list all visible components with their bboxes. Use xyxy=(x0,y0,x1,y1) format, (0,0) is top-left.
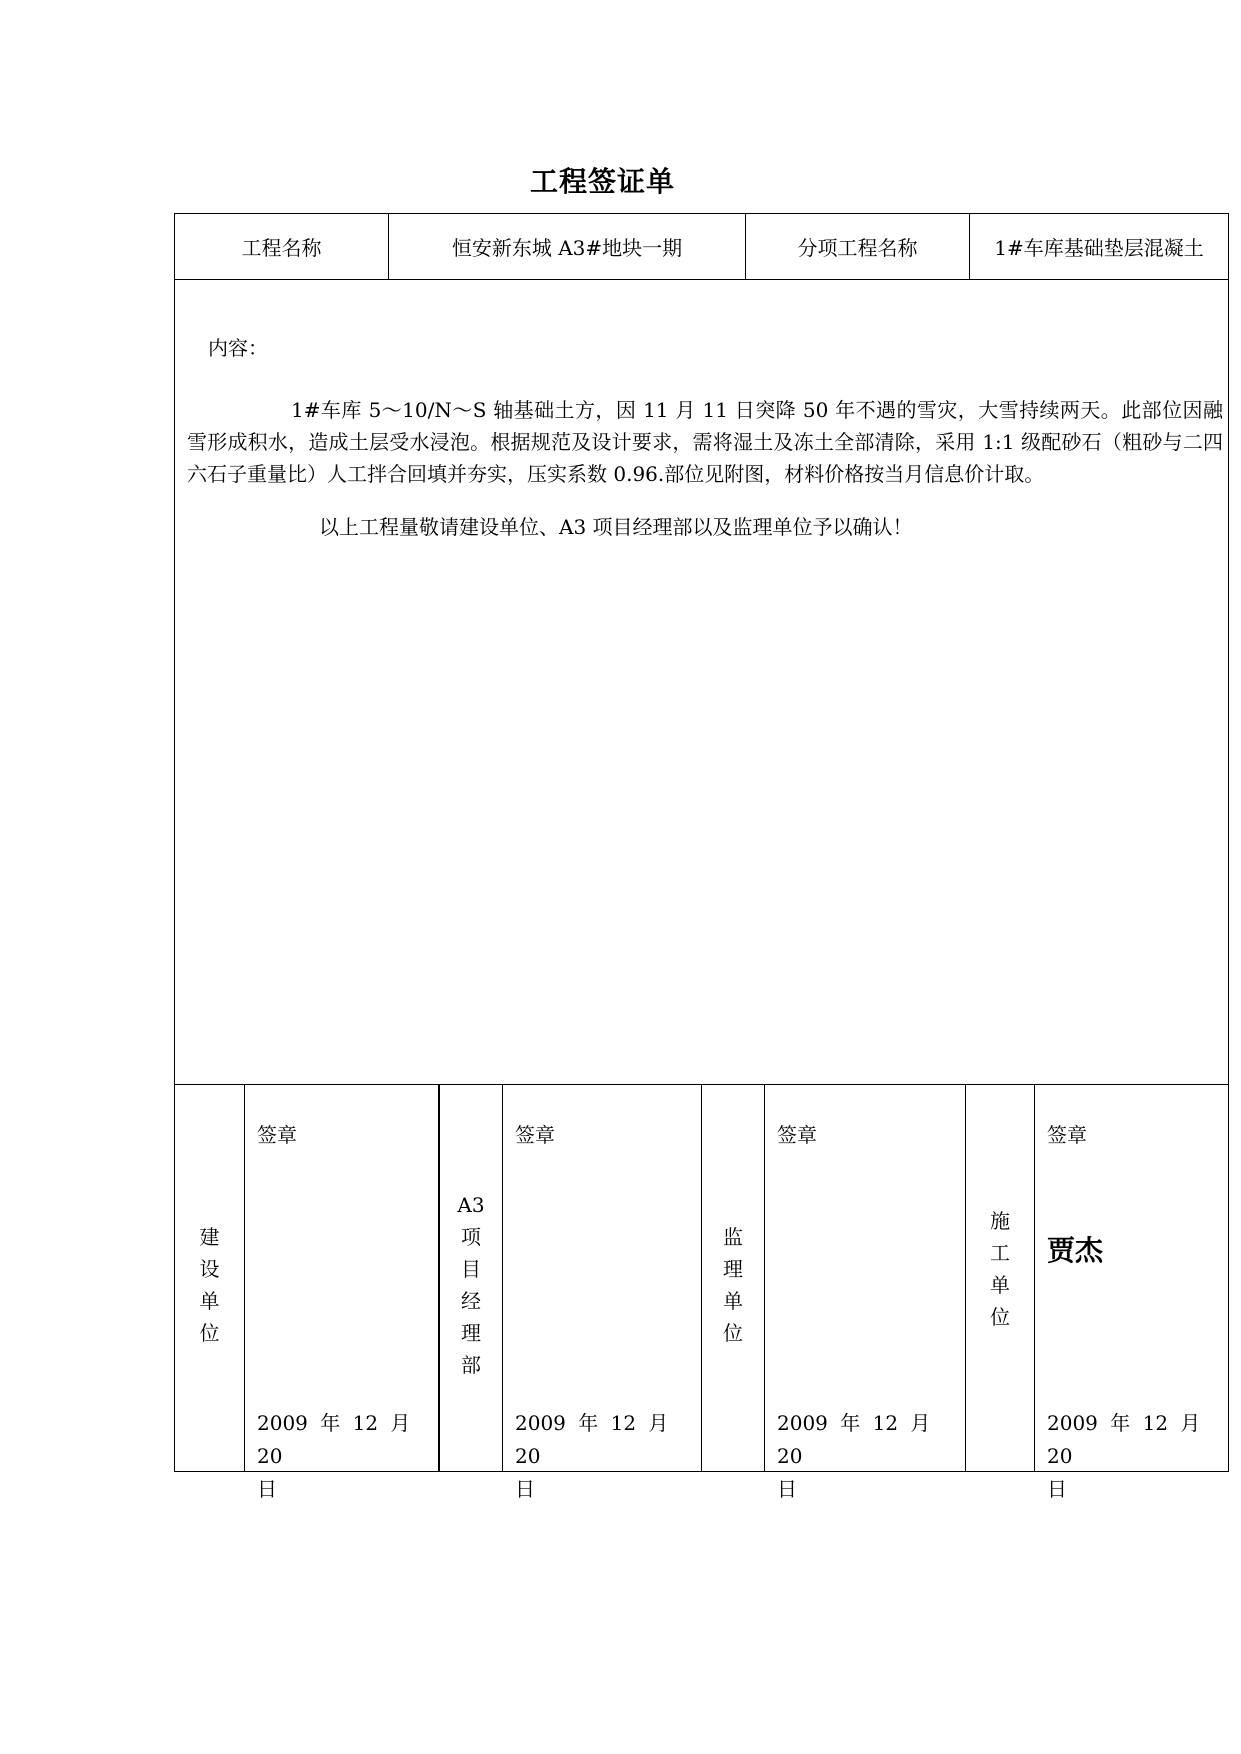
unit-label-supervisor: 监 理 单 位 xyxy=(723,1225,743,1345)
content-paragraph: 1#车库 5～10/N～S 轴基础土方，因 11 月 11 日突降 50 年不遇的雪灾，大雪持续两天。此部位因融雪形成积水，造成土层受水浸泡。根据规范及设计要求，需将湿土及冻土全部清除，采用 1:1 级配砂石（粗砂与二四六石子重量比）人工拌合回填并夯实，压实系数 0.96.部位见附图，材料价格按当月信息价计取。 xyxy=(187,398,1223,486)
document-title: 工程签证单 xyxy=(529,165,675,198)
header-row xyxy=(175,214,1228,280)
signer-name: 贾杰 xyxy=(1047,1234,1104,1267)
content-label: 内容： xyxy=(208,336,268,360)
seal-cell-contractor xyxy=(1035,1085,1228,1501)
unit-label-contractor: 施 工 单 位 xyxy=(990,1209,1010,1329)
unit-label-cell-supervisor xyxy=(702,1085,765,1472)
sign-date: 2009 年 12 月 20 日 xyxy=(515,1411,669,1501)
unit-label-pm: A3 项 目 经 理 部 xyxy=(457,1193,485,1377)
sign-date: 2009 年 12 月 20 日 xyxy=(1047,1411,1201,1501)
seal-label: 签章 xyxy=(515,1123,555,1147)
unit-label-cell-owner xyxy=(175,1085,245,1472)
confirm-request: 以上工程量敬请建设单位、A3 项目经理部以及监理单位予以确认！ xyxy=(319,515,913,539)
seal-label: 签章 xyxy=(257,1123,297,1147)
certificate-table xyxy=(174,213,1229,1501)
seal-cell-supervisor xyxy=(765,1085,966,1501)
seal-label: 签章 xyxy=(1047,1123,1087,1147)
signature-row xyxy=(175,1085,1228,1501)
sign-date: 2009 年 12 月 20 日 xyxy=(257,1411,411,1501)
content-section xyxy=(175,280,1228,1085)
sub-item-label: 分项工程名称 xyxy=(746,214,970,279)
seal-cell-pm xyxy=(503,1085,702,1501)
seal-label: 签章 xyxy=(777,1123,817,1147)
unit-label-cell-contractor xyxy=(966,1085,1035,1472)
sub-item-value: 1#车库基础垫层混凝土 xyxy=(994,236,1204,260)
unit-label-cell-pm xyxy=(440,1085,503,1472)
seal-cell-owner xyxy=(245,1085,440,1501)
project-name-value: 恒安新东城 A3#地块一期 xyxy=(389,214,746,279)
unit-label-owner: 建 设 单 位 xyxy=(199,1225,220,1345)
sign-date: 2009 年 12 月 20 日 xyxy=(777,1411,931,1501)
project-name-label: 工程名称 xyxy=(175,214,389,279)
